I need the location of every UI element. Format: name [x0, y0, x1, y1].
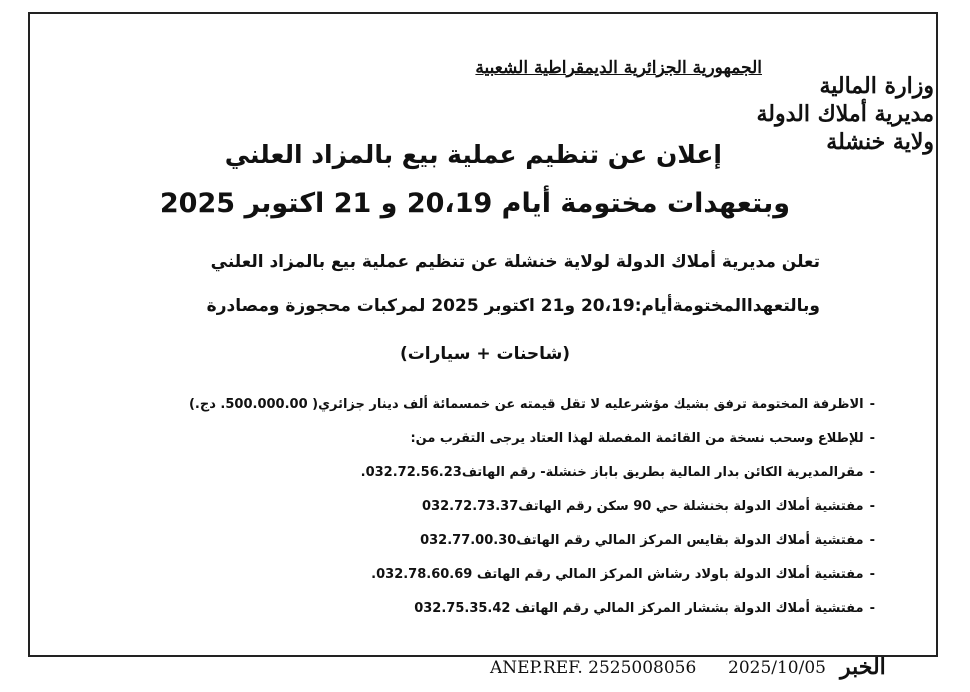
- bullet-dash: -: [869, 465, 875, 480]
- republic-heading: الجمهورية الجزائرية الديمقراطية الشعبية: [475, 58, 762, 78]
- bullet-dash: -: [869, 601, 875, 616]
- list-item: [175, 592, 875, 626]
- body-paragraph-line-3: (شاحنات + سيارات): [399, 344, 571, 364]
- conditions-list: [175, 388, 875, 626]
- ministry-name: وزارة المالية: [819, 73, 934, 99]
- list-item: [175, 422, 875, 456]
- bullet-dash: -: [869, 533, 875, 548]
- bullet-dash: -: [869, 567, 875, 582]
- bullet-dash: -: [869, 431, 875, 446]
- announcement-subtitle: وبتعهدات مختومة أيام 20،19 و 21 اكتوبر 2025: [159, 188, 790, 219]
- directorate-name: مديرية أملاك الدولة: [756, 101, 934, 127]
- list-item: [175, 524, 875, 558]
- body-paragraph-line-2: وبالتعهداالمختومةأيام:20،19 و21 اكتوبر 2025 لمركبات محجوزة ومصادرة: [206, 296, 820, 316]
- body-paragraph-line-1: تعلن مديرية أملاك الدولة لولاية خنشلة عن تنظيم عملية بيع بالمزاد العلني: [210, 252, 820, 272]
- list-item-text: مقرالمديرية الكائن بدار المالية بطريق باباز خنشلة- رقم الهاتف032.72.56.23.: [360, 465, 864, 480]
- list-item-text: مفتشية أملاك الدولة بقايس المركز المالي رقم الهاتف032.77.00.30: [420, 533, 864, 548]
- list-item-text: مفتشية أملاك الدولة بششار المركز المالي رقم الهاتف 032.75.35.42: [414, 601, 864, 616]
- list-item: [175, 490, 875, 524]
- footer: [490, 654, 950, 686]
- province-name: ولاية خنشلة: [826, 129, 934, 155]
- list-item: [175, 388, 875, 422]
- list-item: [175, 456, 875, 490]
- list-item-text: الاظرفة المختومة ترفق بشيك مؤشرعليه لا تقل قيمته عن خمسمائة ألف دينار جزائري( 500.000.00. دج.): [188, 397, 864, 412]
- issuer-block: [757, 72, 934, 156]
- newspaper-logo: الخبر: [840, 654, 886, 680]
- anep-reference: ANEP.REF. 2525008056: [490, 658, 697, 678]
- bullet-dash: -: [869, 397, 875, 412]
- list-item-text: للإطلاع وسحب نسخة من القائمة المفصلة لهذا العتاد يرجى التقرب من:: [410, 431, 864, 446]
- list-item-text: مفتشية أملاك الدولة باولاد رشاش المركز المالي رقم الهاتف 032.78.60.69.: [371, 567, 864, 582]
- list-item: [175, 558, 875, 592]
- list-item-text: مفتشية أملاك الدولة بخنشلة حي 90 سكن رقم الهاتف032.72.73.37: [422, 499, 864, 514]
- bullet-dash: -: [869, 499, 875, 514]
- publication-date: 2025/10/05: [728, 658, 826, 678]
- announcement-title: إعلان عن تنظيم عملية بيع بالمزاد العلني: [224, 140, 722, 169]
